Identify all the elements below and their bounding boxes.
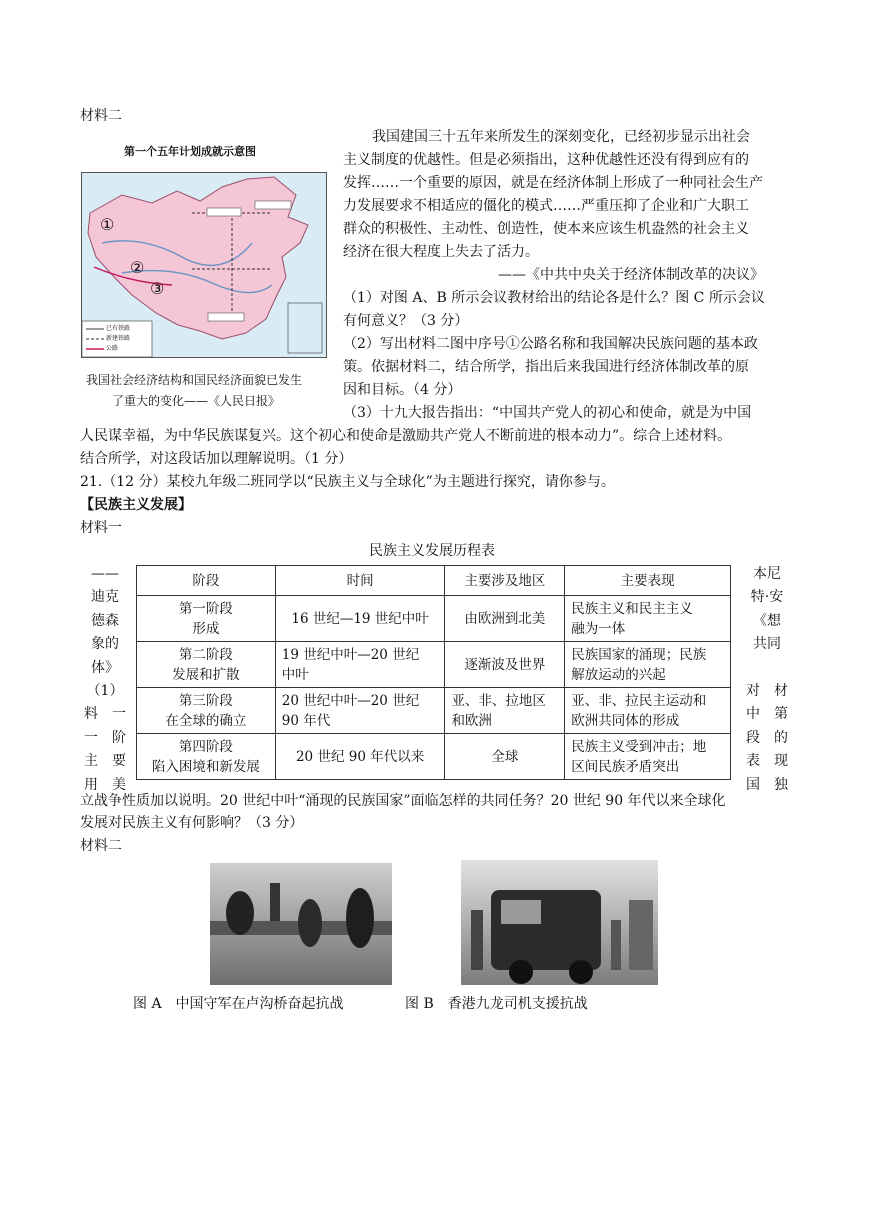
question-1: （1）对图 A、B 所示会议教材给出的结论各是什么？图 C 所示会议	[343, 290, 765, 306]
photo-caption-a: 图 A 中国守军在卢沟桥奋起抗战	[133, 996, 344, 1012]
table-cell: 由欧洲到北美	[445, 596, 565, 642]
wrap-text: 对 材	[746, 683, 788, 700]
nationalism-table	[136, 565, 731, 780]
marker-1: ①	[100, 215, 115, 234]
map-caption-2: 了重大的变化——《人民日报》	[112, 394, 281, 408]
quote-line: 主义制度的优越性。但是必须指出，这种优越性还没有得到应有的	[343, 152, 749, 168]
table-row	[137, 734, 731, 780]
table-question-cont: 发展对民族主义有何影响？（3 分）	[80, 815, 304, 831]
table-cell: 第一阶段 形成	[137, 596, 276, 642]
table-question: 立战争性质加以说明。20 世纪中叶“涌现的民族国家”面临怎样的共同任务？20 世纪 90 年代以来全球化	[80, 793, 726, 809]
table-cell: 20 世纪中叶—20 世纪 90 年代	[275, 688, 445, 734]
question-1-cont: 有何意义？（3 分）	[343, 313, 469, 329]
wrap-text: 表 现	[746, 753, 788, 770]
photo-hk-drivers	[461, 860, 658, 985]
header-cell: 阶段	[137, 566, 276, 596]
table-cell: 全球	[445, 734, 565, 780]
wrap-text: 体》	[91, 659, 119, 676]
table-left-wrap	[82, 563, 128, 797]
wrap-text: 中 第	[746, 706, 788, 723]
table-right-wrap	[742, 563, 792, 797]
wrap-text: 共同	[753, 636, 781, 653]
table-row	[137, 642, 731, 688]
table-cell: 亚、非、拉地区 和欧洲	[445, 688, 565, 734]
photo-graphic-b	[461, 860, 658, 985]
map-title: 第一个五年计划成就示意图	[124, 145, 256, 158]
material-heading: 材料一	[80, 520, 122, 536]
table-cell: 亚、非、拉民主运动和 欧洲共同体的形成	[565, 688, 731, 734]
wrap-text: 主 要	[84, 753, 126, 770]
header-cell: 主要表现	[565, 566, 731, 596]
question-2: （2）写出材料二图中序号①公路名称和我国解决民族问题的基本政	[343, 336, 758, 352]
table-cell: 20 世纪 90 年代以来	[275, 734, 445, 780]
legend-road: 公路	[106, 345, 119, 352]
wrap-text: 本尼	[753, 566, 781, 582]
table-cell: 民族主义和民主主义 融为一体	[565, 596, 731, 642]
question-21: 21.（12 分）某校九年级二班同学以“民族主义与全球化”为主题进行探究，请你参与。	[80, 474, 615, 490]
wrap-text: 料 一	[84, 706, 126, 723]
wrap-text: 段 的	[746, 729, 788, 746]
china-map	[81, 172, 327, 358]
quote-line: 我国建国三十五年来所发生的深刻变化，已经初步显示出社会	[372, 129, 750, 145]
table-cell: 逐渐波及世界	[445, 642, 565, 688]
section-title: 【民族主义发展】	[80, 497, 192, 513]
quote-line: 发挥……一个重要的原因，就是在经济体制上形成了一种同社会生产	[343, 175, 763, 191]
wrap-text	[742, 657, 792, 680]
marker-2: ②	[130, 258, 145, 277]
wrap-text: 德森	[91, 612, 119, 629]
wrap-text: （1）	[86, 683, 124, 700]
legend-rail: 已有铁路	[106, 325, 131, 332]
material-heading: 材料二	[80, 108, 122, 124]
question-2-cont: 策。依据材料二，结合所学，指出后来我国进行经济体制改革的原	[343, 359, 749, 375]
question-2-cont: 因和目标。（4 分）	[343, 382, 462, 398]
table-cell: 19 世纪中叶—20 世纪 中叶	[275, 642, 445, 688]
table-cell: 民族国家的涌现；民族 解放运动的兴起	[565, 642, 731, 688]
wrap-text: 象的	[91, 636, 119, 653]
legend-new-rail: 新建铁路	[106, 335, 131, 342]
question-3-cont: 人民谋幸福，为中华民族谋复兴。这个初心和使命是激励共产党人不断前进的根本动力”。综合上述材料。	[80, 428, 732, 444]
wrap-text: 一 阶	[84, 729, 126, 746]
header-cell: 时间	[275, 566, 445, 596]
table-cell: 第四阶段 陷入困境和新发展	[137, 734, 276, 780]
quote-line: 力发展要求不相适应的僵化的模式……严重压抑了企业和广大职工	[343, 198, 749, 214]
wrap-text: 国 独	[746, 776, 788, 793]
table-row	[137, 688, 731, 734]
question-3: （3）十九大报告指出：“中国共产党人的初心和使命，就是为中国	[343, 405, 752, 421]
material-heading: 材料二	[80, 838, 122, 854]
quote-source: ——《中共中央关于经济体制改革的决议》	[498, 267, 764, 283]
table-cell: 第二阶段 发展和扩散	[137, 642, 276, 688]
photo-lugou-bridge	[210, 863, 392, 985]
photo-graphic-a	[210, 863, 392, 985]
table-header-row	[137, 566, 731, 596]
wrap-text: ——	[91, 566, 119, 582]
photo-caption-b: 图 B 香港九龙司机支援抗战	[405, 996, 588, 1012]
wrap-text: 迪克	[91, 589, 119, 606]
table-row	[137, 596, 731, 642]
table-cell: 16 世纪—19 世纪中叶	[275, 596, 445, 642]
wrap-text: 《想	[753, 612, 781, 629]
wrap-text: 特·安	[750, 589, 784, 606]
table-cell: 民族主义受到冲击；地 区间民族矛盾突出	[565, 734, 731, 780]
quote-line: 经济在很大程度上失去了活力。	[343, 244, 539, 260]
header-cell: 主要涉及地区	[445, 566, 565, 596]
wrap-text: 用 美	[84, 776, 126, 793]
table-title: 民族主义发展历程表	[369, 543, 495, 559]
marker-3: ③	[150, 279, 165, 298]
map-caption-1: 我国社会经济结构和国民经济面貌已发生	[86, 373, 303, 387]
question-3-cont: 结合所学，对这段话加以理解说明。（1 分）	[80, 451, 353, 467]
table-cell: 第三阶段 在全球的确立	[137, 688, 276, 734]
quote-line: 群众的积极性、主动性、创造性，使本来应该生机盎然的社会主义	[343, 221, 749, 237]
